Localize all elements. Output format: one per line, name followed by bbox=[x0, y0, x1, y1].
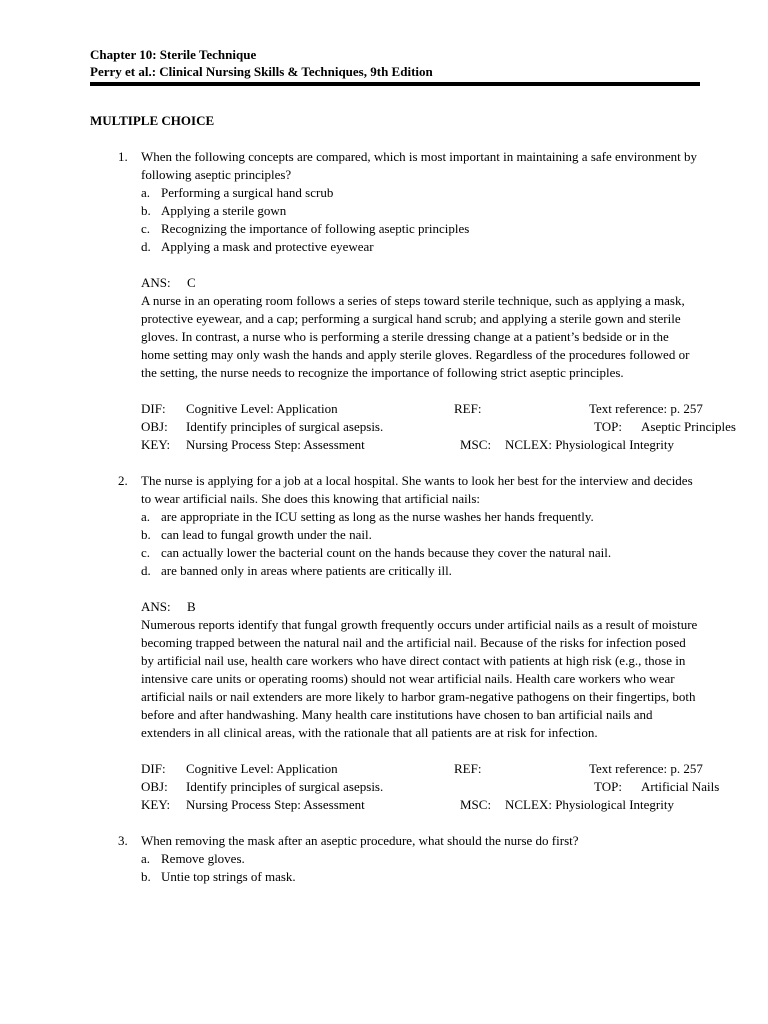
obj-label: OBJ: bbox=[141, 779, 168, 794]
option-text: Remove gloves. bbox=[161, 851, 245, 866]
option-text: are banned only in areas where patients are critically ill. bbox=[161, 563, 452, 578]
option-text: Untie top strings of mask. bbox=[161, 869, 296, 884]
book-title: Perry et al.: Clinical Nursing Skills & Techniques, 9th Edition bbox=[90, 64, 433, 79]
chapter-title: Chapter 10: Sterile Technique bbox=[90, 47, 257, 62]
obj-value: Identify principles of surgical asepsis. bbox=[186, 419, 384, 434]
options-list bbox=[141, 184, 700, 256]
meta-row-obj bbox=[141, 418, 736, 436]
question-number: 1. bbox=[118, 149, 128, 164]
option-letter: a. bbox=[141, 509, 151, 524]
document-page bbox=[90, 46, 736, 904]
question-1 bbox=[90, 148, 736, 454]
question-3 bbox=[90, 832, 700, 886]
question-stem: When the following concepts are compared, which is most important in maintaining a safe environment by following aseptic principles? bbox=[141, 149, 697, 182]
option-d bbox=[141, 562, 700, 580]
msc-value: NCLEX: Physiological Integrity bbox=[505, 437, 674, 452]
msc-label: MSC: bbox=[460, 797, 492, 812]
rationale: A nurse in an operating room follows a series of steps toward sterile technique, such as applying a mask, protective eyewear, and a cap; performing a surgical hand scrub; and applying a sterile gown and sterile gloves. In contrast, a nurse who is performing a sterile dressing change at a patient’s bedside or in the home setting may only wash the hands and apply sterile gloves. Regardless of the procedures followed or the setting, the nurse needs to recognize the importance of following strict aseptic principles. bbox=[141, 293, 690, 380]
meta-row-key bbox=[141, 436, 700, 454]
answer-value: B bbox=[187, 599, 196, 614]
option-text: can lead to fungal growth under the nail. bbox=[161, 527, 372, 542]
option-b bbox=[141, 868, 700, 886]
top-value: Aseptic Principles bbox=[641, 419, 736, 434]
key-value: Nursing Process Step: Assessment bbox=[186, 437, 365, 452]
option-c bbox=[141, 544, 700, 562]
option-a bbox=[141, 850, 700, 868]
option-text: are appropriate in the ICU setting as long as the nurse washes her hands frequently. bbox=[161, 509, 594, 524]
header-rule bbox=[90, 82, 700, 86]
answer-label: ANS: bbox=[141, 275, 171, 290]
option-text: Recognizing the importance of following aseptic principles bbox=[161, 221, 470, 236]
option-letter: d. bbox=[141, 239, 151, 254]
question-metadata bbox=[141, 760, 720, 814]
question-number: 2. bbox=[118, 473, 128, 488]
meta-row-obj bbox=[141, 778, 720, 796]
key-label: KEY: bbox=[141, 437, 171, 452]
dif-value: Cognitive Level: Application bbox=[186, 401, 338, 416]
option-letter: b. bbox=[141, 869, 151, 884]
top-value: Artificial Nails bbox=[641, 779, 720, 794]
dif-label: DIF: bbox=[141, 761, 166, 776]
option-letter: c. bbox=[141, 545, 151, 560]
top-label: TOP: bbox=[594, 779, 622, 794]
option-text: can actually lower the bacterial count on the hands because they cover the natural nail. bbox=[161, 545, 612, 560]
option-b bbox=[141, 202, 700, 220]
ref-value: Text reference: p. 257 bbox=[589, 761, 703, 776]
section-title: MULTIPLE CHOICE bbox=[90, 113, 215, 128]
answer-label: ANS: bbox=[141, 599, 171, 614]
options-list bbox=[141, 850, 700, 886]
obj-label: OBJ: bbox=[141, 419, 168, 434]
option-a bbox=[141, 184, 700, 202]
ref-value: Text reference: p. 257 bbox=[589, 401, 703, 416]
option-letter: b. bbox=[141, 203, 151, 218]
question-number: 3. bbox=[118, 833, 128, 848]
answer-line bbox=[141, 274, 700, 292]
answer-value: C bbox=[187, 275, 196, 290]
option-letter: c. bbox=[141, 221, 151, 236]
msc-label: MSC: bbox=[460, 437, 492, 452]
options-list bbox=[141, 508, 700, 580]
msc-value: NCLEX: Physiological Integrity bbox=[505, 797, 674, 812]
meta-row-key bbox=[141, 796, 700, 814]
option-letter: a. bbox=[141, 185, 151, 200]
top-label: TOP: bbox=[594, 419, 622, 434]
key-label: KEY: bbox=[141, 797, 171, 812]
key-value: Nursing Process Step: Assessment bbox=[186, 797, 365, 812]
dif-value: Cognitive Level: Application bbox=[186, 761, 338, 776]
option-text: Applying a mask and protective eyewear bbox=[161, 239, 374, 254]
option-text: Applying a sterile gown bbox=[161, 203, 287, 218]
ref-label: REF: bbox=[454, 401, 482, 416]
dif-label: DIF: bbox=[141, 401, 166, 416]
question-2 bbox=[90, 472, 720, 814]
option-letter: b. bbox=[141, 527, 151, 542]
option-letter: a. bbox=[141, 851, 151, 866]
rationale: Numerous reports identify that fungal growth frequently occurs under artificial nails as a result of moisture becoming trapped between the natural nail and the artificial nail. Because of the risks for infection posed by artificial nail use, health care workers who have direct contact with patients at high risk (e.g., those in intensive care units or operating rooms) should not wear artificial nails. Health care workers who wear artificial nails or nail extenders are more likely to harbor gram-negative pathogens on their fingertips, both before and after handwashing. Many health care institutions have chosen to ban artificial nails and extenders in all clinical areas, with the rationale that all patients are at risk for infection. bbox=[141, 617, 698, 740]
meta-row-dif bbox=[141, 400, 703, 418]
option-b bbox=[141, 526, 700, 544]
question-stem: The nurse is applying for a job at a local hospital. She wants to look her best for the interview and decides to wear artificial nails. She does this knowing that artificial nails: bbox=[141, 473, 693, 506]
option-a bbox=[141, 508, 700, 526]
question-stem: When removing the mask after an aseptic procedure, what should the nurse do first? bbox=[141, 833, 579, 848]
option-c bbox=[141, 220, 700, 238]
option-letter: d. bbox=[141, 563, 151, 578]
question-metadata bbox=[141, 400, 736, 454]
option-text: Performing a surgical hand scrub bbox=[161, 185, 334, 200]
obj-value: Identify principles of surgical asepsis. bbox=[186, 779, 384, 794]
option-d bbox=[141, 238, 700, 256]
answer-line bbox=[141, 598, 700, 616]
ref-label: REF: bbox=[454, 761, 482, 776]
meta-row-dif bbox=[141, 760, 703, 778]
